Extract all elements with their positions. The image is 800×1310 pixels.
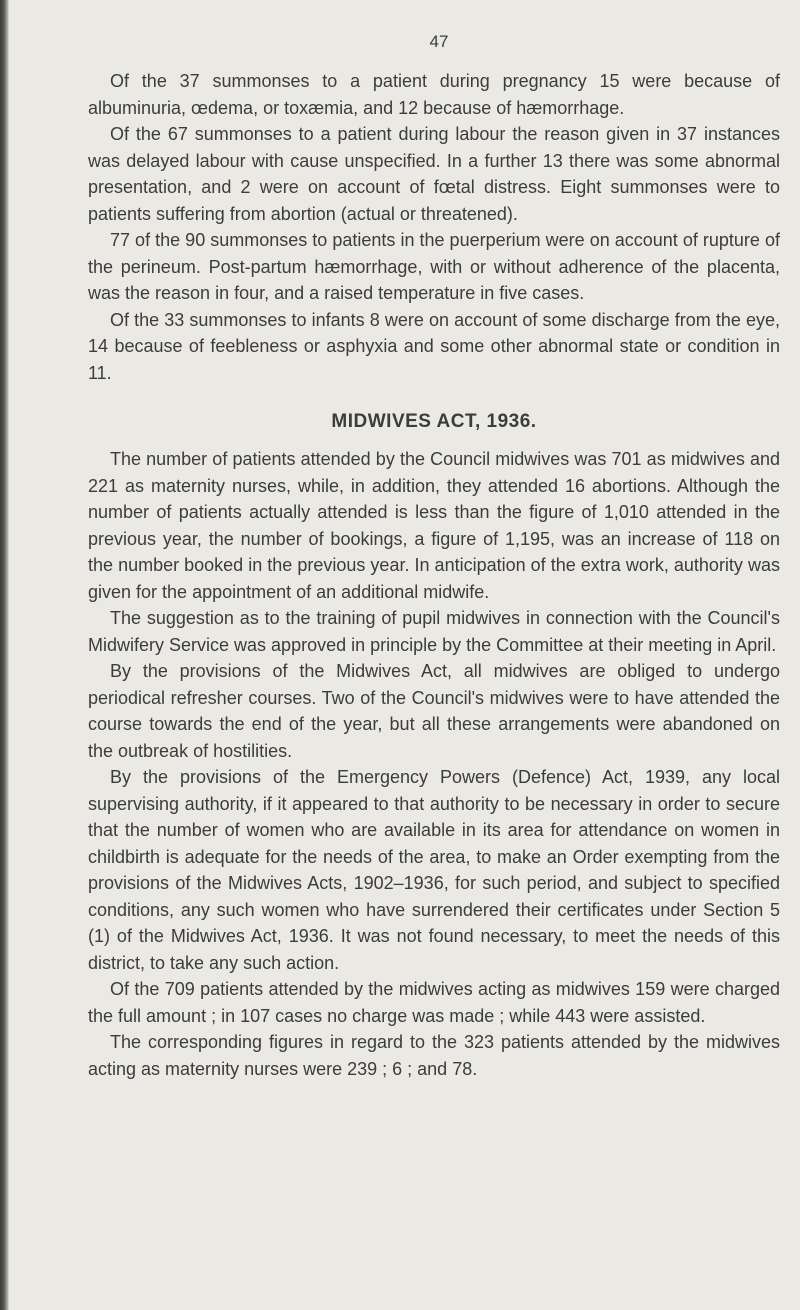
paragraph-patients-attended: The number of patients attended by the Council midwives was 701 as midwives and 221 as maternity nurses, while, in addition, they attended 16 abortions. Although the number of patients actually attended is less than the figure of 1,010 attended in the previous year, the number of bookings, a figure of 1,195, was an increase of 118 on the number booked in the previous year. In anticipation of the extra work, authority was given for the appointment of an additional midwife.	[88, 449, 780, 602]
paragraph-refresher-courses: By the provisions of the Midwives Act, all midwives are obliged to undergo periodical refresher courses. Two of the Council's midwives were to have attended the course towards the end of the year, but all these arrangements were abandoned on the outbreak of hostilities.	[88, 661, 780, 761]
section-heading: MIDWIVES ACT, 1936.	[331, 411, 537, 432]
page-number: 47	[429, 32, 449, 51]
paragraph-puerperium-summonses: 77 of the 90 summonses to patients in the puerperium were on account of rupture of the perineum. Post-partum hæmorrhage, with or without adherence of the placenta, was the reason in four, and a raised temperature in five cases.	[88, 230, 780, 303]
paragraph-pregnancy-summonses: Of the 37 summonses to a patient during pregnancy 15 were because of albuminuria, œdema, or toxæmia, and 12 because of hæmorrhage.	[88, 71, 780, 118]
page-binding-edge	[0, 0, 9, 1310]
paragraph-infant-summonses: Of the 33 summonses to infants 8 were on account of some discharge from the eye, 14 because of feebleness or asphyxia and some other abnormal state or condition in 11.	[88, 309, 780, 383]
paragraph-midwife-charges: Of the 709 patients attended by the midwives acting as midwives 159 were charged the full amount ; in 107 cases no charge was made ; while 443 were assisted.	[88, 979, 780, 1026]
paragraph-labour-summonses: Of the 67 summonses to a patient during labour the reason given in 37 instances was delayed labour with cause unspecified. In a further 13 there was some abnormal presentation, and 2 were on account of fœtal distress. Eight summonses were to patients suffering from abortion (actual or threatened).	[88, 124, 780, 224]
paragraph-emergency-powers: By the provisions of the Emergency Powers (Defence) Act, 1939, any local supervising authority, if it appeared to that authority to be necessary in order to secure that the number of women who are available in its area for attendance on women in childbirth is adequate for the needs of the area, to make an Order exempting from the provisions of the Midwives Acts, 1902–1936, for such period, and subject to specified conditions, any such women who have surrendered their certificates under Section 5 (1) of the Midwives Act, 1936. It was not found necessary, to meet the needs of this district, to take any such action.	[88, 767, 780, 973]
paragraph-maternity-nurse-charges: The corresponding figures in regard to the 323 patients attended by the midwives acting as maternity nurses were 239 ; 6 ; and 78.	[88, 1032, 780, 1079]
page-content	[88, 32, 780, 1082]
paragraph-pupil-midwives: The suggestion as to the training of pupil midwives in connection with the Council's Midwifery Service was approved in principle by the Committee at their meeting in April.	[88, 608, 780, 655]
